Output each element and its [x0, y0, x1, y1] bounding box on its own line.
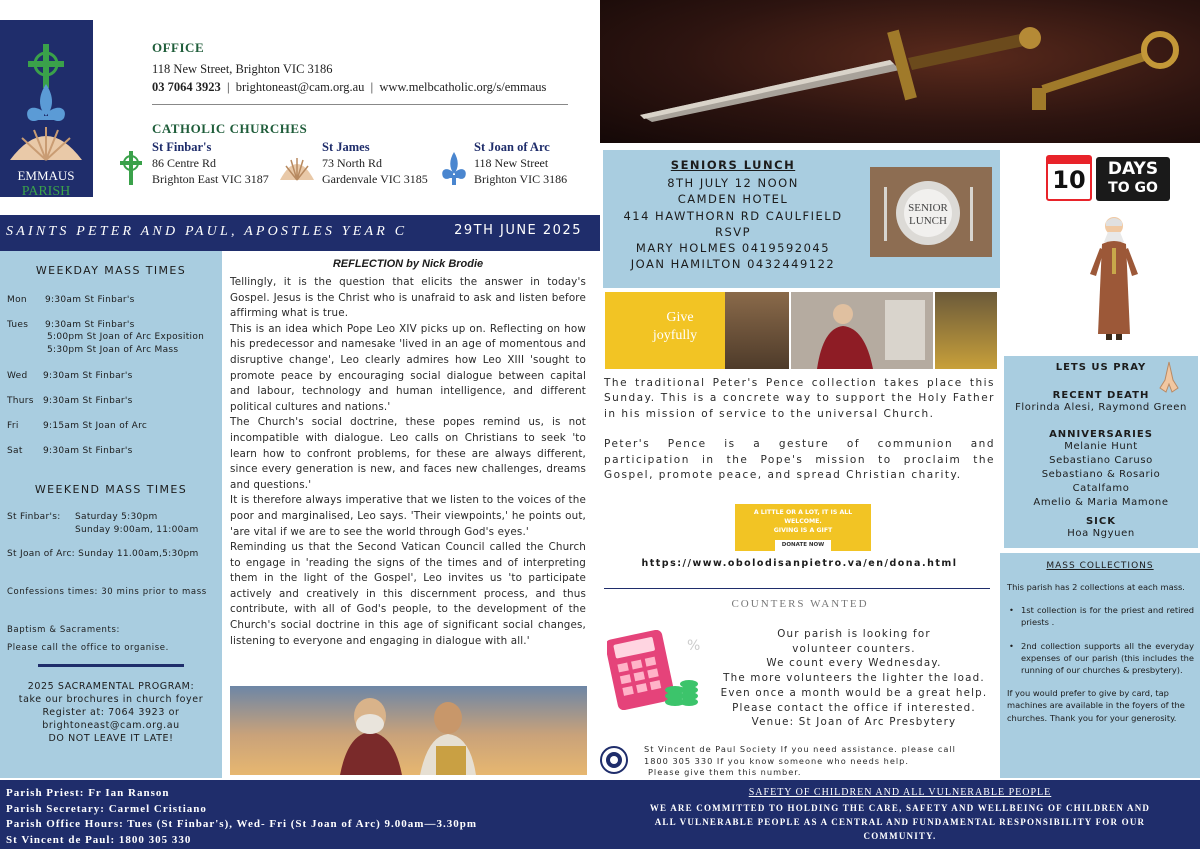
- church-label: St Finbar's:: [7, 512, 61, 522]
- collection-bullet: • 2nd collection supports all the everyday expenses of our parish (this includes the running of our churches & presbytery).: [1009, 640, 1194, 676]
- sacramental-line: Register at: 7064 3923 or: [42, 707, 180, 718]
- mass-times-panel: [0, 251, 222, 778]
- days-label: [1096, 157, 1170, 201]
- church-name: St Finbar's: [152, 140, 212, 154]
- weekend-finbars: [7, 511, 158, 523]
- svdp-line: St Vincent de Paul Society If you need assistance. please call: [644, 744, 956, 754]
- counters-line: Even once a month would be a great help.: [720, 686, 988, 699]
- safety-heading: SAFETY OF CHILDREN AND ALL VULNERABLE PEOPLE: [748, 787, 1052, 798]
- countdown-number: 10: [1052, 166, 1086, 194]
- footer-line: Parish Office Hours: Tues (St Finbar's), Wed- Fri (St Joan of Arc) 9.00am—3.30pm: [6, 818, 478, 830]
- pope-photo: [791, 292, 933, 369]
- seniors-line: 8TH JULY 12 NOON: [667, 176, 799, 190]
- svg-text:LUNCH: LUNCH: [909, 215, 947, 227]
- sacramental-line: DO NOT LEAVE IT LATE!: [48, 733, 174, 744]
- footer-line: St Vincent de Paul: 1800 305 330: [6, 833, 192, 846]
- church-suburb: Brighton VIC 3186: [474, 172, 568, 186]
- church-st-finbars: [152, 140, 269, 187]
- mass-time: Saturday 5:30pm: [75, 512, 158, 522]
- recent-death-names: Florinda Alesi, Raymond Green: [1015, 402, 1187, 413]
- shell-icon: [278, 152, 316, 188]
- svdp-line: Please give them this number.: [648, 767, 802, 777]
- give-panel: [605, 292, 725, 369]
- reflection-title: REFLECTION by Nick Brodie: [332, 258, 484, 270]
- separator: |: [370, 80, 374, 94]
- footer-contacts: [0, 780, 600, 849]
- senior-lunch-photo: [870, 167, 992, 257]
- sacramental-line: 2025 SACRAMENTAL PROGRAM:: [27, 681, 195, 692]
- counters-line: The more volunteers the lighter the load.: [723, 672, 985, 685]
- days-text: DAYS: [1107, 159, 1159, 179]
- office-contact-line: [152, 80, 592, 95]
- seniors-line: CAMDEN HOTEL: [677, 192, 789, 207]
- mass-time: 5:00pm St Joan of Arc Exposition: [47, 332, 205, 342]
- anniversary-name: Melanie Hunt: [1064, 441, 1138, 452]
- office-email[interactable]: brightoneast@cam.org.au: [235, 80, 365, 94]
- saint-peter-figure: [1086, 214, 1142, 342]
- collections-heading: MASS COLLECTIONS: [1046, 561, 1154, 571]
- fleur-de-lis-icon: [440, 150, 468, 190]
- reflection-paragraph: This is an idea which Pope Leo XIV picks up on. Reflecting on how his predecessor and namesake 'lived in an age of momentous and disruptive change', Leo clearly admires how Leo XIII 'sought to promote peace by encouraging social dialogue between capital and labour, technology and human intelligence, and different political cultures and nations.': [230, 322, 586, 413]
- pence-paragraph: Peter's Pence is a gesture of communion and participation in the Pope's mission to proclaim the Gospel, promote peace, and spread Christian charity.: [604, 438, 995, 482]
- reflection-paragraph: Reminding us that the Second Vatican Council called the Church to engage in 'reading the signs of the times and of interpreting them in the light of the Gospel', Leo invites us 'to participate actively and creatively in this discernment process, and thus contribute, with all of God's people, to the development of the Church's social doctrine in this age of significant social changes, listening to everyone and engaging in dialogue with all.': [230, 541, 586, 647]
- churches-heading: CATHOLIC CHURCHES: [152, 121, 308, 136]
- reflection-paragraph: The Church's social doctrine, these popes remind us, is not incompatible with dialogue. Leo calls on Christians to seek 'to learn how to confront problems, for these are always different, since every generation is new, and faces new challenges, dreams and questions.': [230, 416, 586, 491]
- give-joyfully-banner: [605, 292, 997, 369]
- sick-name: Hoa Ngyuen: [1067, 528, 1135, 539]
- seniors-line: JOAN HAMILTON 0432449122: [630, 257, 836, 272]
- church-street: 86 Centre Rd: [152, 156, 216, 170]
- banner-text: A LITTLE OR A LOT, IT IS ALL WELCOME.: [753, 509, 853, 525]
- seniors-details: [605, 175, 861, 273]
- mass-row-tues: [7, 319, 135, 331]
- weekend-joan: St Joan of Arc: Sunday 11.00am,5:30pm: [7, 549, 199, 559]
- office-address: 118 New Street, Brighton VIC 3186: [152, 62, 333, 76]
- day-label: Mon: [7, 295, 27, 305]
- hands-photo: [725, 292, 789, 369]
- svg-text:EMMAUS: EMMAUS: [17, 168, 75, 183]
- day-label: Fri: [7, 421, 19, 431]
- footer-line: Parish Secretary: Carmel Cristiano: [6, 802, 207, 815]
- confessions-text: Confessions times: 30 mins prior to mass: [7, 587, 207, 597]
- seniors-line: MARY HOLMES 0419592045: [635, 241, 831, 256]
- mass-row-fri: [7, 420, 147, 432]
- give-text: joyfully: [652, 328, 698, 343]
- mass-time: 9:30am St Finbar's: [43, 446, 133, 456]
- day-label: Wed: [7, 371, 28, 381]
- office-heading: OFFICE: [152, 40, 205, 55]
- church-suburb: Gardenvale VIC 3185: [322, 172, 428, 186]
- svdp-logo-icon: [600, 746, 628, 774]
- sick-heading: SICK: [1085, 516, 1116, 527]
- anniversary-name: Sebastiano Caruso: [1049, 455, 1153, 466]
- svg-text:SENIOR: SENIOR: [908, 202, 948, 214]
- svg-text:%: %: [687, 638, 701, 654]
- sword-and-key-image: [600, 0, 1200, 143]
- counters-heading: COUNTERS WANTED: [731, 598, 869, 610]
- office-phone: 03 7064 3923: [152, 80, 221, 94]
- seniors-lunch-panel: [603, 150, 1000, 288]
- saints-peter-paul-image: [230, 686, 587, 775]
- office-info: [152, 40, 592, 95]
- bullet-text: 2nd collection supports all the everyday expenses of our parish (this includes the running of our churches & presbytery).: [1021, 640, 1194, 676]
- day-label: Tues: [7, 320, 29, 330]
- feast-title: SAINTS PETER AND PAUL, APOSTLES YEAR C: [6, 224, 408, 239]
- counters-line: We count every Wednesday.: [766, 657, 942, 670]
- anniversary-name: Amelio & Maria Mamone: [1033, 497, 1169, 508]
- collage-photo: [935, 292, 997, 369]
- counters-line: Venue: St Joan of Arc Presbytery: [751, 716, 957, 729]
- mass-time: 5:30pm St Joan of Arc Mass: [47, 345, 179, 355]
- church-st-joan-of-arc: [474, 140, 567, 187]
- plate-icon: [870, 167, 992, 257]
- pence-url-link[interactable]: https://www.obolodisanpietro.va/en/dona.html: [641, 558, 958, 569]
- church-street: 73 North Rd: [322, 156, 382, 170]
- pope-figure: [791, 292, 933, 369]
- counters-line: Our parish is looking for: [777, 628, 931, 640]
- svdp-line: 1800 305 330 If you know someone who needs help.: [644, 755, 909, 766]
- give-text: Give: [666, 310, 694, 325]
- church-street: 118 New Street: [474, 156, 549, 170]
- mass-row-wed: [7, 370, 133, 382]
- mass-collections-panel: [1000, 553, 1200, 778]
- bullet-text: 1st collection is for the priest and retired priests .: [1021, 605, 1194, 628]
- sword-key-illustration: [600, 0, 1200, 143]
- mass-time: 9:30am St Finbar's: [43, 371, 133, 381]
- mass-time: Sunday 9:00am, 11:00am: [75, 525, 199, 535]
- recent-death-heading: RECENT DEATH: [1052, 390, 1150, 401]
- banner-text: GIVING IS A GIFT: [773, 527, 833, 534]
- church-st-james: [322, 140, 428, 187]
- divider: [152, 104, 568, 105]
- weekday-heading: WEEKDAY MASS TIMES: [35, 264, 187, 277]
- church-suburb: Brighton East VIC 3187: [152, 172, 269, 186]
- sacramental-program: [0, 680, 222, 745]
- mass-row-thurs: [7, 395, 133, 407]
- seniors-line: RSVP: [714, 224, 752, 239]
- sacramental-line: brightoneast@cam.org.au: [42, 720, 180, 731]
- sacramental-line: take our brochures in church foyer: [18, 694, 204, 705]
- mass-time: 9:30am St Finbar's: [45, 295, 135, 305]
- calculator-icon: [607, 630, 701, 710]
- anniversaries-heading: ANNIVERSARIES: [1049, 429, 1153, 440]
- reflection-paragraph: Tellingly, it is the question that elicits the answer in today's Gospel. Jesus is the Christ who is unafraid to ask and listen before affirming what is true.: [230, 276, 586, 320]
- footer-safety: [600, 780, 1200, 849]
- celtic-cross-icon: [118, 150, 144, 190]
- prayer-panel: [1004, 356, 1198, 548]
- donate-button[interactable]: DONATE NOW: [775, 540, 831, 551]
- anniversary-name: Sebastiano & Rosario: [1041, 469, 1161, 480]
- card-payment-text: If you would prefer to give by card, tap machines are available in the foyers of the churches. Thank you for your generosity.: [1007, 688, 1185, 723]
- weekend-heading: WEEKEND MASS TIMES: [34, 483, 188, 496]
- pence-paragraph: The traditional Peter's Pence collection takes place this Sunday. This is a concrete way to support the Holy Father in his mission of service to the universal Church.: [604, 377, 995, 420]
- peters-pence-text: [604, 376, 995, 483]
- svg-text:PARISH: PARISH: [21, 184, 71, 197]
- office-website[interactable]: www.melbcatholic.org/s/emmaus: [379, 80, 547, 94]
- mass-time: 9:30am St Finbar's: [45, 320, 135, 330]
- saints-illustration: [230, 686, 587, 775]
- church-name: St James: [322, 140, 370, 154]
- divider: [38, 664, 184, 667]
- countdown-badge: [1046, 155, 1170, 201]
- calendar-icon: [1046, 155, 1092, 201]
- day-label: Thurs: [7, 396, 34, 406]
- mass-time: 9:30am St Finbar's: [43, 396, 133, 406]
- counters-line: volunteer counters.: [792, 642, 916, 655]
- reflection-paragraph: It is therefore always imperative that we listen to the voices of the poor and marginalised, Leo says. 'Their viewpoints,' he points out, 'are vital if we are to see the world through God's eyes.': [230, 494, 586, 538]
- church-name: St Joan of Arc: [474, 140, 550, 154]
- praying-hands-icon: [1154, 360, 1184, 394]
- seniors-line: 414 HAWTHORN RD CAULFIELD: [623, 208, 843, 223]
- separator: |: [227, 80, 230, 94]
- parish-logo: [0, 20, 93, 197]
- feast-date: 29TH JUNE 2025: [454, 223, 582, 238]
- footer-line: Parish Priest: Fr Ian Ranson: [6, 787, 170, 799]
- donate-banner: [735, 504, 871, 551]
- collection-bullet: • 1st collection is for the priest and retired priests .: [1009, 605, 1194, 628]
- baptism-text: Baptism & Sacraments:: [7, 625, 120, 635]
- counters-text: [712, 627, 996, 730]
- call-office-text: Please call the office to organise.: [7, 643, 169, 653]
- anniversary-name: Catalfamo: [1072, 483, 1130, 494]
- pray-heading: LETS US PRAY: [1055, 362, 1147, 373]
- divider: [604, 588, 990, 589]
- mass-time: 9:15am St Joan of Arc: [43, 421, 148, 431]
- reflection-body: [230, 275, 586, 649]
- title-bar: [0, 215, 600, 251]
- day-label: Sat: [7, 446, 23, 456]
- collections-intro: This parish has 2 collections at each mass.: [1007, 582, 1185, 592]
- svdp-text: [644, 744, 1000, 779]
- counters-line: Please contact the office if interested.: [732, 701, 976, 714]
- seniors-heading: SENIORS LUNCH: [670, 158, 796, 172]
- cross-fleur-shell-icon: [0, 20, 93, 197]
- mass-row-sat: [7, 445, 133, 457]
- safety-statement: WE ARE COMMITTED TO HOLDING THE CARE, SAFETY AND WELLBEING OF CHILDREN AND ALL VULNERABLE PEOPLE AS A CENTRAL AND FUNDAMENTAL RESPONSIBILITY FOR OUR COMMUNITY.: [649, 803, 1151, 841]
- days-text: TO GO: [1108, 180, 1158, 196]
- mass-row-mon: [7, 294, 135, 306]
